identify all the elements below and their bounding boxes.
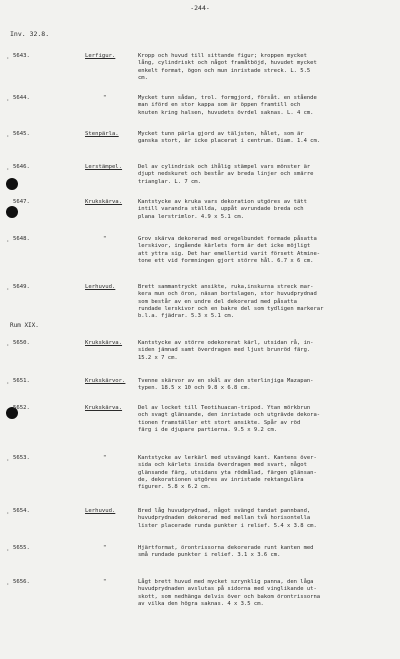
entry-name: Lerhuvud. [85, 284, 116, 290]
entry-description: Mycket tunn sådan, trol. formgjord, försåt. en stående man iförd en stor kappa som är öppen framtill och knuten kring halsen, huvudets övrdel saknas. L. 4 cm. [138, 95, 317, 116]
entry-name: Krukskärvor. [85, 378, 126, 384]
entry-number: 5648. [13, 236, 30, 242]
entry-number: 5644. [13, 95, 30, 101]
punch-hole [6, 178, 18, 190]
entry-description: Bred låg huvudprydnad, något svängd tandat pannband, huvudprydnaden dekorerad med mellan två horisontella lister placerade runda punkter i relief. 5.4 x 3.8 cm. [138, 508, 317, 529]
entry-description: Brett sammantryckt ansikte, ruka,inskurna streck mar- kera mun och öron, näsan bortslagen, stor huvudprydnad som består av en undre del dekorerad med påsatta rundade lerskivor och en bakre del som tydligen markerar b.l.a. fjädrar. 5.3 x 5.1 cm. [138, 284, 324, 320]
margin-mark: · [6, 55, 10, 62]
entry-description: Hjärtformat, örontrissorna dekorerade runt kanten med små rundade punkter i relief. 3.1 x 3.6 cm. [138, 545, 314, 559]
page-number: -244- [190, 4, 210, 12]
entry-number: 5646. [13, 164, 30, 170]
entry-name: Krukskärva. [85, 199, 123, 205]
margin-mark: · [6, 286, 10, 293]
punch-hole [6, 206, 18, 218]
entry-number: 5656. [13, 579, 30, 585]
entry-description: Kantstycke av större odekorerat kärl, utsidan rå, in- siden jämnad samt överdragen med ljust brunröd färg. 15.2 x 7 cm. [138, 340, 314, 361]
entry-number: 5647. [13, 199, 30, 205]
entry-name: Krukskärva. [85, 340, 123, 346]
entry-number: 5651. [13, 378, 30, 384]
entry-number: 5652. [13, 405, 30, 411]
entry-name: Lerfigur. [85, 53, 116, 59]
inventory-header: Inv. 32.8. [10, 30, 50, 38]
entry-description: Kantstycke av lerkärl med utsvängd kant. Kantens över- sida och kärlets insida överdragen med svart, något glänsande färg, utsidans yta rödmålad, färgen glänsan- de, dekorationen utgöres av inristade rektangulära figurer. 5.8 x 6.2 cm. [138, 455, 317, 491]
entry-description: Tvenne skärvor av en skål av den sterlinjiga Mazapan- typen. 18.5 x 10 och 9.8 x 6.8 cm. [138, 378, 314, 392]
entry-name: " [103, 545, 107, 551]
entry-number: 5654. [13, 508, 30, 514]
margin-mark: · [6, 457, 10, 464]
margin-mark: · [6, 547, 10, 554]
margin-mark: · [6, 510, 10, 517]
room-header: Rum XIX. [10, 322, 39, 329]
entry-description: Lågt brett huvud med mycket szrynklig panna, den låga huvudprydnaden avslutas på sidorna med vinglikande ut- skott, som nedhänga delvis över och bakom örontrissorna av vilka den högra saknas. 4 x 3.5 cm. [138, 579, 321, 607]
margin-mark: · [6, 581, 10, 588]
entry-name: " [103, 579, 107, 585]
margin-mark: · [6, 97, 10, 104]
entry-description: Del av locket till Teotihuacan-tripod. Ytan mörkbrun och svagt glänsande, den inristade och utgrävde dekora- tionen framställer ett stort ansikte. Spår av röd färg i de djupare partierna. 9.5 x 9.2 cm. [138, 405, 321, 433]
entry-name: Lerstämpel. [85, 164, 123, 170]
entry-description: Kropp och huvud till sittande figur; kroppen mycket lång, cylindriskt och något framåtböjd, huvudet mycket enkelt format, ögon och mun inristade streck. L. 5.5 cm. [138, 53, 317, 81]
margin-mark: · [6, 238, 10, 245]
entry-number: 5649. [13, 284, 30, 290]
entry-name: Stenpärla. [85, 131, 119, 137]
entry-description: Kantstycke av kruka vars dekoration utgöres av tätt intill varandra ställda, uppåt avrundade breda och plana lerstrimlor. 4.9 x 5.1 cm. [138, 199, 307, 220]
entry-description: Mycket tunn pärla gjord av täljsten, hålet, som är ganska stort, är icke placerat i centrum. Diam. 1.4 cm. [138, 131, 321, 145]
entry-number: 5645. [13, 131, 30, 137]
entry-number: 5643. [13, 53, 30, 59]
entry-number: 5653. [13, 455, 30, 461]
entry-name: " [103, 236, 107, 242]
entry-name: " [103, 455, 107, 461]
entry-name: Krukskärva. [85, 405, 123, 411]
entry-name: Lerhuvud. [85, 508, 116, 514]
entry-number: 5650. [13, 340, 30, 346]
margin-mark: · [6, 166, 10, 173]
entry-description: Grov skärva dekorerad med oregelbundet formade påsatta lerskivor, ingående kärlets form är det icke möjligt att yttra sig. Det har emellertid varit försett Atmine- tone ett vid formningen gjort större hål. 6.7 x 6 cm. [138, 236, 321, 264]
entry-number: 5655. [13, 545, 30, 551]
margin-mark: · [6, 380, 10, 387]
entry-description: Del av cylindrisk och ihålig stämpel vars mönster är djupt nedskuret och består av breda linjer och smärre trianglar. L. 7 cm. [138, 164, 314, 185]
entry-name: " [103, 95, 107, 101]
margin-mark: · [6, 342, 10, 349]
margin-mark: · [6, 133, 10, 140]
